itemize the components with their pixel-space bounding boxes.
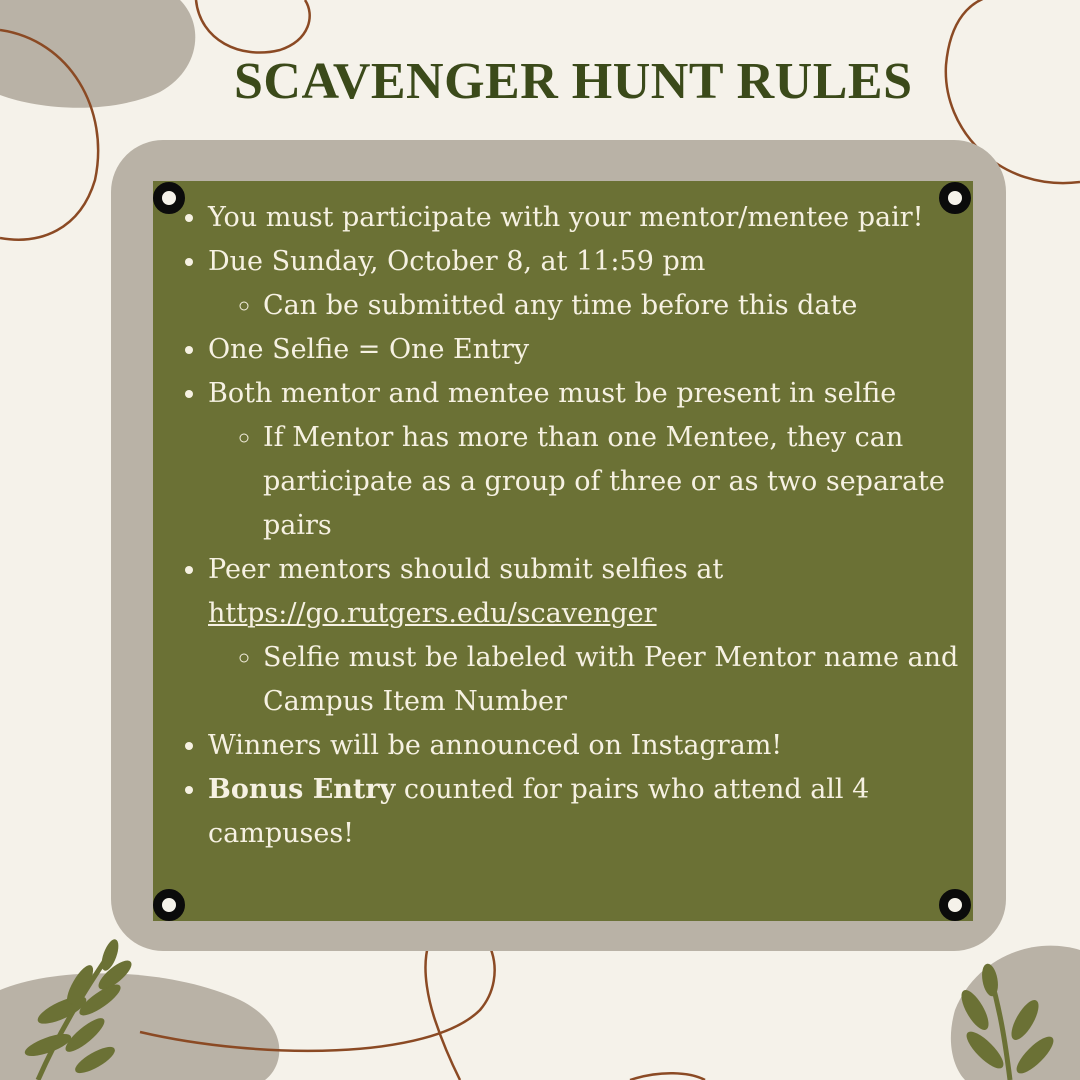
- rule-item: [208, 240, 998, 328]
- rule-text: Peer mentors should submit selfies at: [208, 554, 724, 585]
- top-loop: [196, 0, 310, 53]
- bonus-entry-label: Bonus Entry: [208, 774, 396, 805]
- rule-text: counted for pairs who attend all 4 campuses!: [208, 774, 870, 849]
- bottom-arc: [630, 1073, 705, 1080]
- sub-rule-list: [208, 416, 998, 548]
- rule-item: [208, 548, 998, 724]
- grommet-bottom-right: [939, 889, 971, 921]
- top-left-blob: [0, 0, 195, 108]
- rule-text: Due Sunday, October 8, at 11:59 pm: [208, 246, 706, 277]
- sub-rule-item: [263, 416, 998, 548]
- rule-text: Winners will be announced on Instagram!: [208, 730, 783, 761]
- rule-item: [208, 328, 998, 372]
- rule-text: You must participate with your mentor/mentee pair!: [208, 202, 924, 233]
- grommet-bottom-left: [153, 889, 185, 921]
- page-title: SCAVENGER HUNT RULES: [234, 53, 913, 110]
- sub-rule-list: [208, 284, 998, 328]
- sub-rule-list: [208, 636, 998, 724]
- rule-item: [208, 768, 998, 856]
- bottom-left-blob: [0, 973, 279, 1080]
- rule-text: Both mentor and mentee must be present in selfie: [208, 378, 897, 409]
- sub-rule-item: [263, 284, 998, 328]
- rules-list: [158, 196, 998, 856]
- rule-item: [208, 196, 998, 240]
- sub-rule-text: If Mentor has more than one Mentee, they can participate as a group of three or as two separate pairs: [263, 422, 945, 541]
- rule-item: [208, 724, 998, 768]
- rule-item: [208, 372, 998, 548]
- sub-rule-text: Can be submitted any time before this date: [263, 290, 858, 321]
- submission-link[interactable]: https://go.rutgers.edu/scavenger: [208, 598, 657, 629]
- sub-rule-text: Selfie must be labeled with Peer Mentor name and Campus Item Number: [263, 642, 959, 717]
- rule-text: One Selfie = One Entry: [208, 334, 530, 365]
- sub-rule-item: [263, 636, 998, 724]
